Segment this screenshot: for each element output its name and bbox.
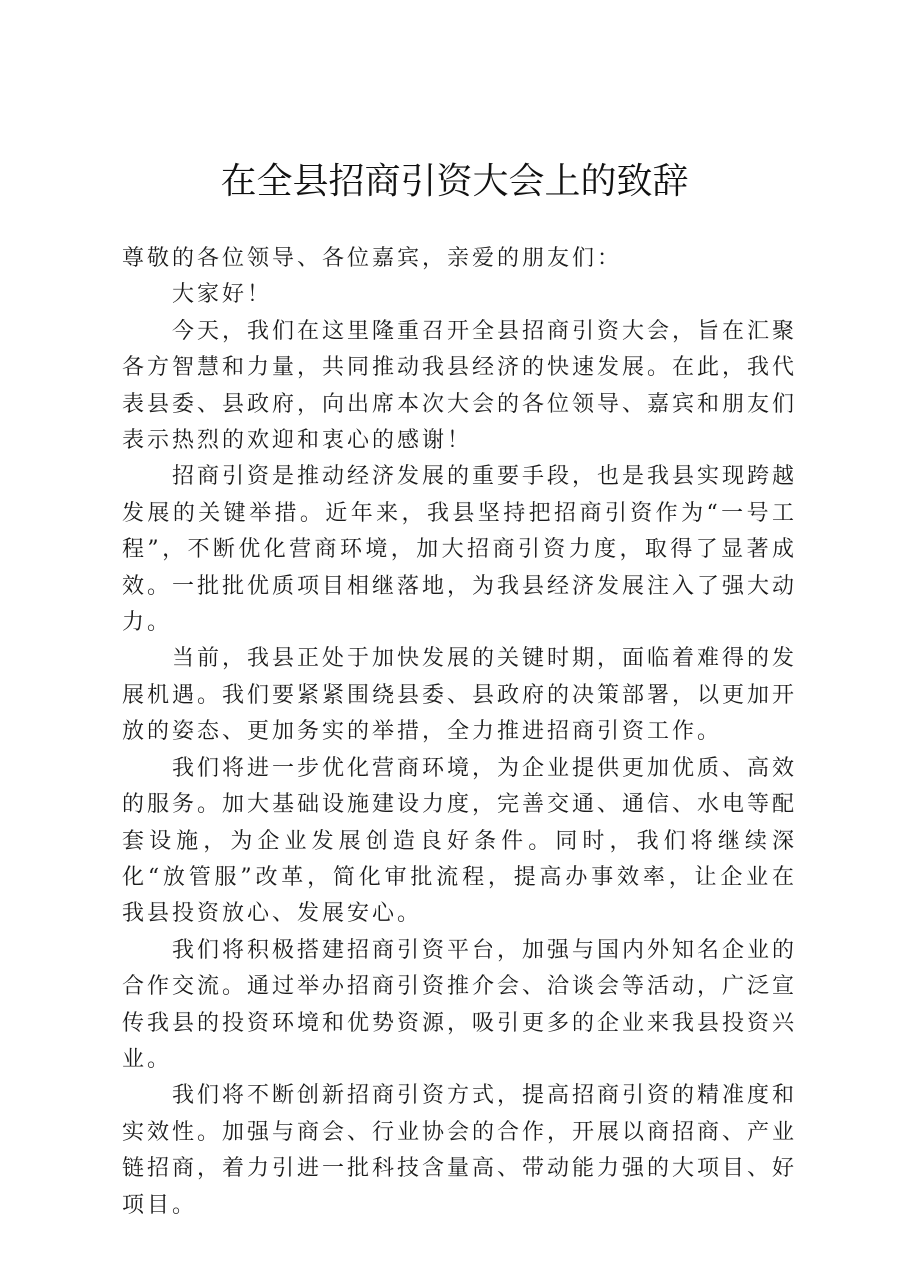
document-body (122, 241, 797, 1224)
paragraph-platform: 我们将积极搭建招商引资平台，加强与国内外知名企业的合作交流。通过举办招商引资推介会、洽谈会等活动，广泛宣传我县的投资环境和优势资源，吸引更多的企业来我县投资兴业。 (122, 937, 798, 1072)
salutation: 尊敬的各位领导、各位嘉宾，亲爱的朋友们： (122, 246, 623, 271)
document-title: 在全县招商引资大会上的致辞 (220, 161, 689, 202)
paragraph-innovation: 我们将不断创新招商引资方式，提高招商引资的精准度和实效性。加强与商会、行业协会的合作，开展以商招商、产业链招商，着力引进一批科技含量高、带动能力强的大项目、好项目。 (122, 1083, 798, 1218)
paragraph-opportunity: 当前，我县正处于加快发展的关键时期，面临着难得的发展机遇。我们要紧紧围绕县委、县政府的决策部署，以更加开放的姿态、更加务实的举措，全力推进招商引资工作。 (122, 646, 798, 745)
paragraph-greeting: 大家好！ (172, 282, 273, 308)
paragraph-environment: 我们将进一步优化营商环境，为企业提供更加优质、高效的服务。加大基础设施建设力度，完善交通、通信、水电等配套设施，为企业发展创造良好条件。同时，我们将继续深化“放管服”改革，简化审批流程，提高办事效率，让企业在我县投资放心、发展安心。 (122, 755, 798, 927)
paragraph-welcome: 今天，我们在这里隆重召开全县招商引资大会，旨在汇聚各方智慧和力量，共同推动我县经济的快速发展。在此，我代表县委、县政府，向出席本次大会的各位领导、嘉宾和朋友们表示热烈的欢迎和衷心的感谢！ (122, 318, 798, 454)
paragraph-importance: 招商引资是推动经济发展的重要手段，也是我县实现跨越发展的关键举措。近年来，我县坚持把招商引资作为“一号工程”，不断优化营商环境，加大招商引资力度，取得了显著成效。一批批优质项目相继落地，为我县经济发展注入了强大动力。 (122, 464, 798, 636)
